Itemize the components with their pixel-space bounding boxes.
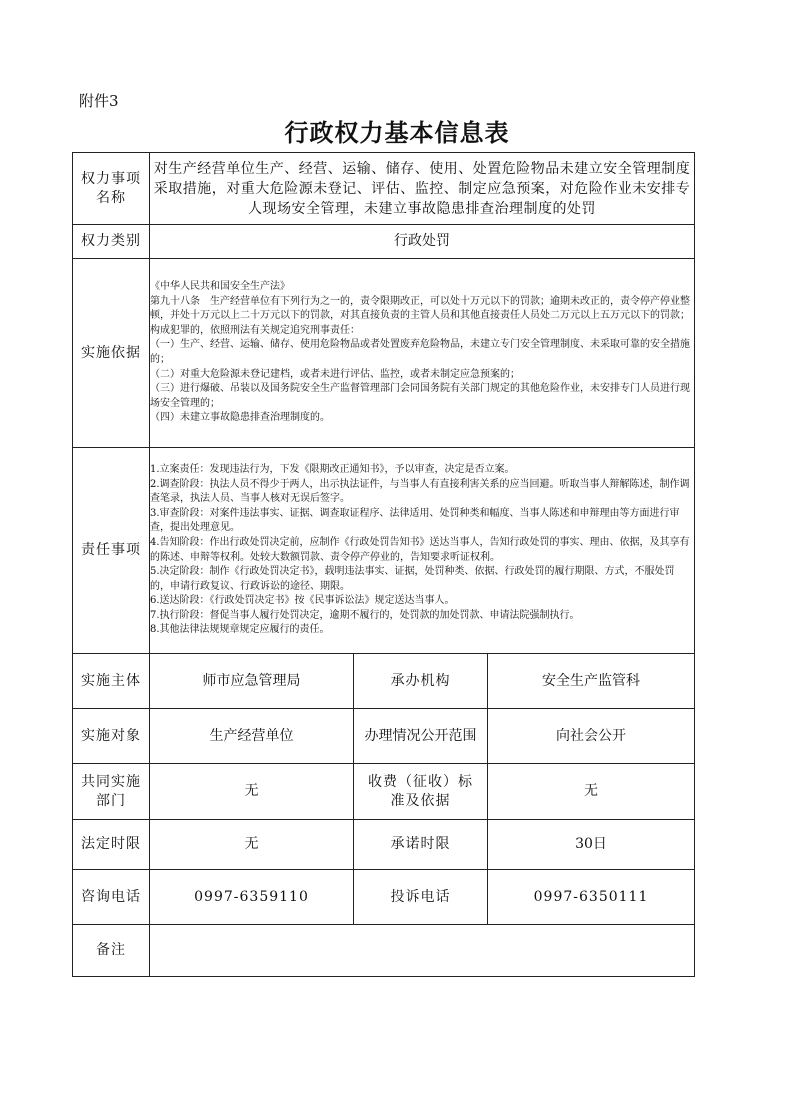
label-responsibility: 责任事项: [73, 448, 150, 654]
basis-line: （四）未建立事故隐患排查治理制度的。: [150, 412, 330, 424]
label-subject: 实施主体: [73, 654, 150, 709]
value-responsibility: [150, 448, 695, 654]
row-basis: [73, 259, 695, 448]
value-remarks: [150, 925, 695, 977]
label-co-dept: 共同实施部门: [73, 764, 150, 820]
info-table: [72, 152, 695, 977]
value-legal-time-limit: 无: [150, 820, 354, 870]
value-basis: [150, 259, 695, 448]
label-handling-agency: 承办机构: [354, 654, 488, 709]
row-remarks: [73, 925, 695, 977]
attachment-label: 附件3: [79, 92, 119, 110]
value-category: 行政处罚: [150, 225, 695, 259]
row-subject: [73, 654, 695, 709]
document-title: 行政权力基本信息表: [284, 118, 510, 147]
responsibility-line: 5.决定阶段：制作《行政处罚决定书》，载明违法事实、证据，处罚种类、依据、行政处罚的履行期限、方式，不服处罚的，申请行政复议、行政诉讼的途径、期限。: [150, 566, 675, 592]
responsibility-line: 3.审查阶段：对案件违法事实、证据、调查取证程序、法律适用、处罚种类和幅度、当事人陈述和申辩理由等方面进行审查，提出处理意见。: [150, 507, 680, 534]
responsibility-line: 7.执行阶段：督促当事人履行处罚决定，逾期不履行的，处罚款的加处罚款、申请法院强制执行。: [150, 609, 580, 621]
value-disclosure-scope: 向社会公开: [488, 709, 695, 764]
row-category: [73, 225, 695, 259]
label-promised-time-limit: 承诺时限: [354, 820, 488, 870]
value-target: 生产经营单位: [150, 709, 354, 764]
basis-line: （二）对重大危险源未登记建档，或者未进行评估、监控，或者未制定应急预案的；: [150, 368, 520, 380]
label-legal-time-limit: 法定时限: [73, 820, 150, 870]
row-co-dept: [73, 764, 695, 820]
label-target: 实施对象: [73, 709, 150, 764]
value-complaint-phone: 0997-6350111: [488, 870, 695, 925]
responsibility-line: 6.送达阶段：《行政处罚决定书》按《民事诉讼法》规定送达当事人。: [150, 595, 455, 607]
label-item-name: 权力事项名称: [73, 153, 150, 225]
label-remarks: 备注: [73, 925, 150, 977]
value-co-dept: 无: [150, 764, 354, 820]
label-disclosure-scope: 办理情况公开范围: [354, 709, 488, 764]
row-responsibility: [73, 448, 695, 654]
responsibility-line: 1.立案责任：发现违法行为，下发《限期改正通知书》，予以审查，决定是否立案。: [150, 463, 515, 475]
value-fee-standard: 无: [488, 764, 695, 820]
label-complaint-phone: 投诉电话: [354, 870, 488, 925]
basis-line: 《中华人民共和国安全生产法》: [150, 281, 290, 293]
label-fee-standard: 收费（征收）标准及依据: [354, 764, 488, 820]
row-phone: [73, 870, 695, 925]
value-subject: 师市应急管理局: [150, 654, 354, 709]
value-handling-agency: 安全生产监管科: [488, 654, 695, 709]
row-item-name: [73, 153, 695, 225]
value-promised-time-limit: 30日: [488, 820, 695, 870]
basis-line: 第九十八条 生产经营单位有下列行为之一的，责令限期改正，可以处十万元以下的罚款；逾期未改正的，责令停产停业整顿，并处十万元以上二十万元以下的罚款，对其直接负责的主管人员和其他直接责任人员处二万元以上五万元以下的罚款；构成犯罪的，依照刑法有关规定追究刑事责任：: [150, 295, 690, 336]
responsibility-line: 2.调查阶段：执法人员不得少于两人，出示执法证件，与当事人有直接利害关系的应当回避。听取当事人辩解陈述，制作调查笔录，执法人员、当事人核对无误后签字。: [150, 478, 690, 505]
responsibility-line: 4.告知阶段：作出行政处罚决定前，应制作《行政处罚告知书》送达当事人，告知行政处罚的事实、理由、依据，及其享有的陈述、申辩等权利。处较大数额罚款、责令停产停业的，告知要求听证权利。: [150, 536, 690, 563]
value-item-name: 对生产经营单位生产、经营、运输、储存、使用、处置危险物品未建立安全管理制度采取措施，对重大危险源未登记、评估、监控、制定应急预案，对危险作业未安排专人现场安全管理，未建立事故隐患排查治理制度的处罚: [150, 153, 695, 225]
value-consult-phone: 0997-6359110: [150, 870, 354, 925]
row-time-limit: [73, 820, 695, 870]
basis-line: （三）进行爆破、吊装以及国务院安全生产监督管理部门会同国务院有关部门规定的其他危险作业，未安排专门人员进行现场安全管理的；: [150, 383, 690, 409]
row-target: [73, 709, 695, 764]
label-category: 权力类别: [73, 225, 150, 259]
label-consult-phone: 咨询电话: [73, 870, 150, 925]
basis-line: （一）生产、经营、运输、储存、使用危险物品或者处置废弃危险物品，未建立专门安全管理制度、未采取可靠的安全措施的；: [150, 339, 690, 365]
responsibility-line: 8.其他法律法规规章规定应履行的责任。: [150, 624, 330, 636]
label-basis: 实施依据: [73, 259, 150, 448]
